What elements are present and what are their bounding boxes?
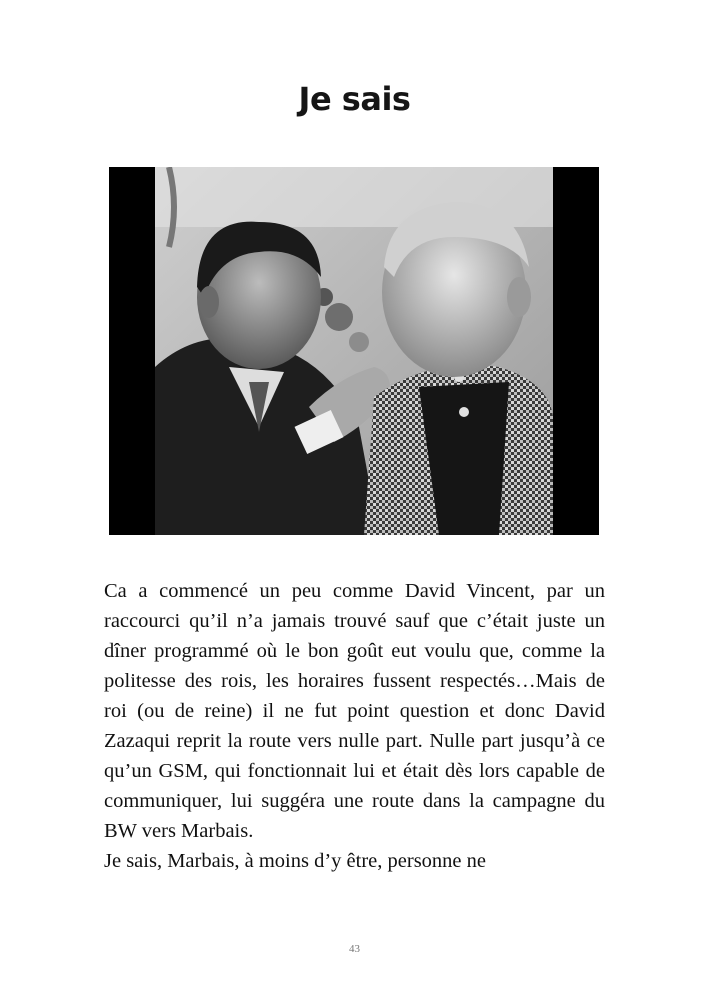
page-title: Je sais (298, 80, 411, 118)
page-number: 43 (349, 943, 360, 955)
paragraph-2: Je sais, Marbais, à moins d’y être, personne ne (104, 850, 486, 872)
photo (109, 167, 599, 535)
photo-illustration (109, 167, 599, 535)
paragraph-1: Ca a commencé un peu comme David Vincent, par un raccourci qu’il n’a jamais trouvé sauf que c’était juste un dîner programmé où le bon goût eut voulu que, comme la politesse des rois, les horaires fussent respectés…Mais de roi (ou de reine) il ne fut point question et donc David Zazaqui reprit la route vers nulle part. Nulle part jusqu’à ce qu’un GSM, qui fonctionnait lui et était dès lors capable de communiquer, lui suggéra une route dans la campagne du BW vers Marbais. (104, 580, 605, 842)
body-text (104, 576, 605, 876)
